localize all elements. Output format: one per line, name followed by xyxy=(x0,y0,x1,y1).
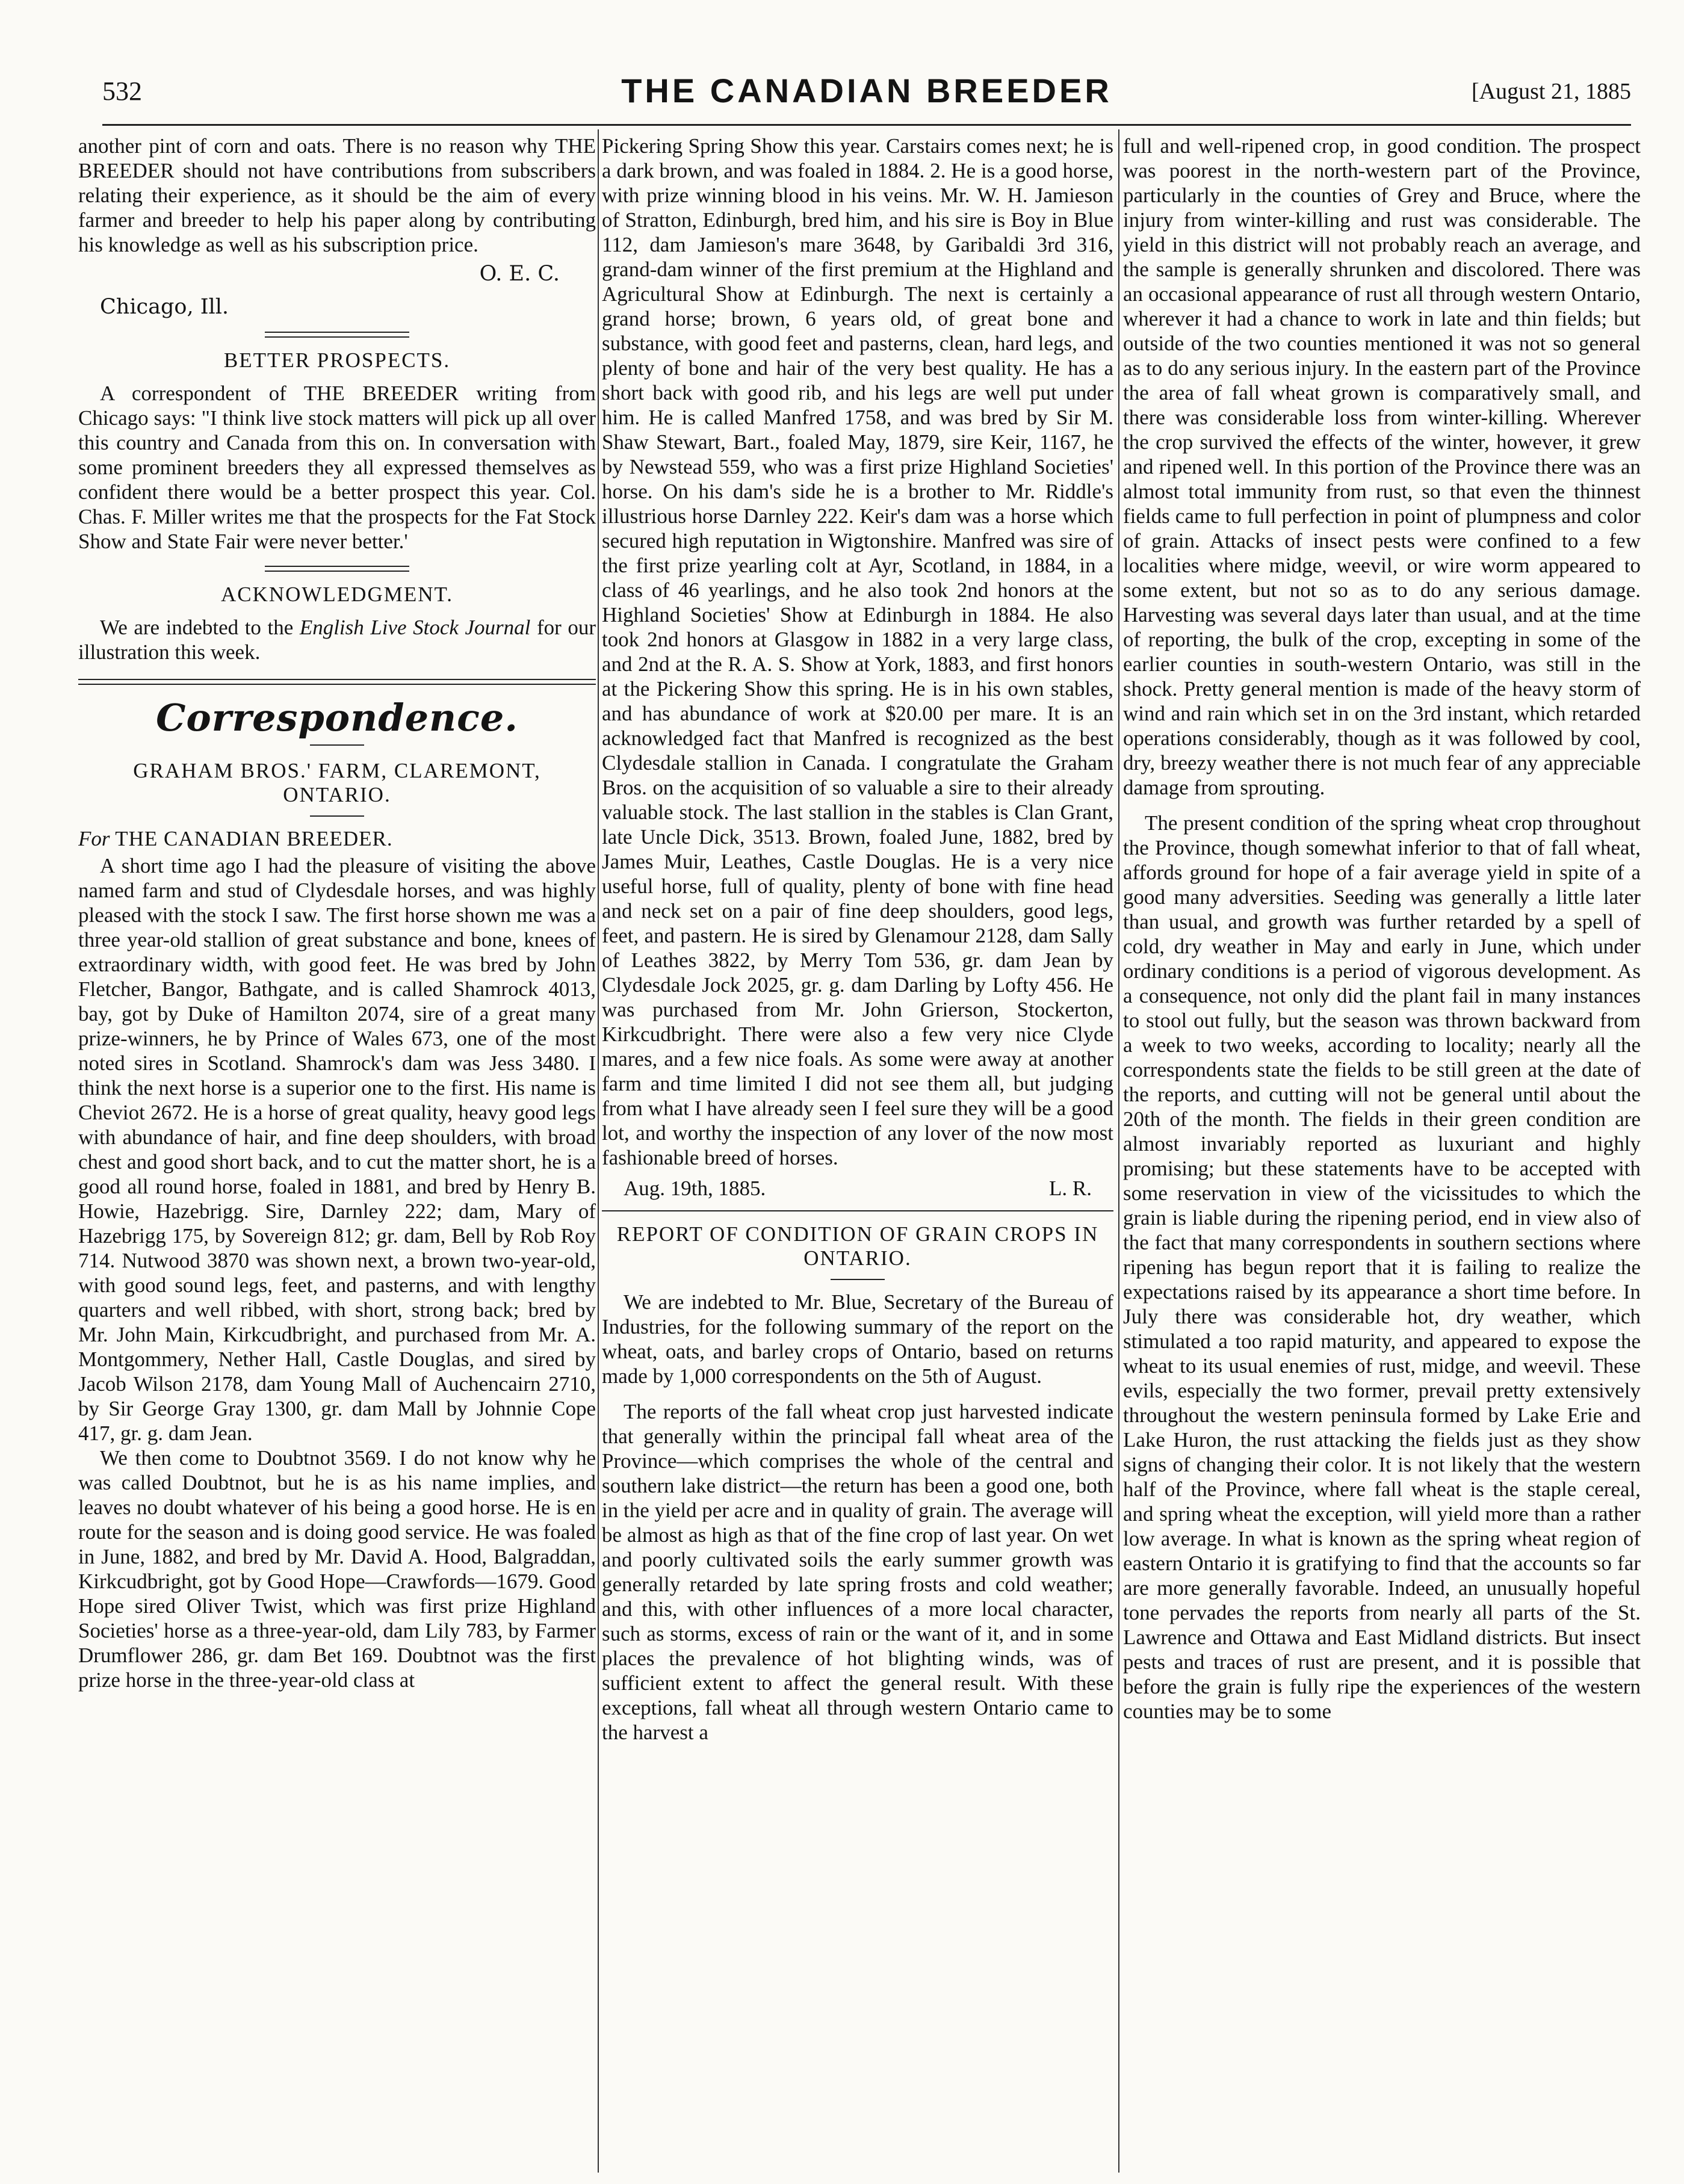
column-2 xyxy=(602,134,1113,2174)
journal-title: THE CANADIAN BREEDER xyxy=(621,72,1112,110)
acknowledgment-body xyxy=(78,615,596,664)
ack-journal-name: English Live Stock Journal xyxy=(299,616,531,639)
graham-paragraph-continued: Pickering Spring Show this year. Carstairs comes next; he is a dark brown, and was foaled in 1884. 2. He is a good horse, with prize winning blood in his veins. Mr. W. H. Jamieson of Stratton, Edinburgh, bred him, and his sire is Boy in Blue 112, dam Jamieson's mare 3648, by Garibaldi 3rd 316, grand-dam winner of the first premium at the Highland and Agricultural Show at Edinburgh. The next is certainly a grand horse; brown, 6 years old, of great bone and substance, with good feet and pasterns, clean, hard legs, and plenty of bone and hair of the very best quality. He has a short back with good rib, and his legs are well put under him. He is called Manfred 1758, and was bred by Sir M. Shaw Stewart, Bart., foaled May, 1879, sire Keir, 1167, he by Newstead 559, who was a first prize Highland Societies' horse. On his dam's side he is a brother to Mr. Riddle's illustrious horse Darnley 222. Keir's dam was a horse which secured high reputation in Wigtonshire. Manfred was sire of the first prize yearling colt at Ayr, Scotland, in 1884, in a class of 46 yearlings, and he also took 2nd honors at the Highland Societies' Show at Edinburgh in 1884. He also took 2nd honors at Glasgow in 1882 in a very large class, and 2nd at the R. A. S. Show at York, 1883, and first honors at the Pickering Show this spring. He is in his own stables, and has abundance of work at $20.00 per mare. It is an acknowledged fact that Manfred is recognized as the best Clydesdale stallion in Canada. I congratulate the Graham Bros. on the acquisition of so valuable a sire to their already valuable stock. The last stallion in the stables is Clan Grant, late Uncle Dick, 3513. Brown, foaled June, 1882, bred by James Muir, Leathes, Castle Douglas. He is a very nice useful horse, full of quality, plenty of bone with fine head and neck set on a pair of fine deep shoulders, good legs, feet, and pastern. He is sired by Glenamour 2128, dam Sally of Leathes 3822, by Merry Tom 536, gr. dam Jean by Clydesdale Jock 2025, gr. g. dam Darling by Lofty 456. He was purchased from Mr. John Grierson, Stockerton, Kirkcudbright. There were also a few very nice Clyde mares, and a few nice foals. As some were away at another farm and time limited I did not see them all, but judging from what I have already seen I feel sure they will be a good lot, and worthy the inspection of any lover of the now most fashionable breed of horses. xyxy=(602,134,1113,1169)
graham-paragraph-1: A short time ago I had the pleasure of visiting the above named farm and stud of Clydesdale horses, and was highly pleased with the stock I saw. The first horse shown me was a three year-old stallion of great substance and bone, knees of extraordinary width, with good feet. He was bred by John Fletcher, Bangor, Bathgate, and is called Shamrock 4013, bay, got by Duke of Hamilton 2074, sire of a great many prize-winners, he by Prince of Wales 673, one of the most noted sires in Scotland. Shamrock's dam was Jess 3480. I think the next horse is a superior one to the first. His name is Cheviot 2672. He is a horse of great quality, heavy good legs with abundance of hair, and fine deep shoulders, with broad chest and good short back, and to cut the matter short, he is a good all round horse, foaled in 1881, and bred by Henry B. Howie, Hazebrigg. Sire, Darnley 222; dam, Mary of Hazebrigg 175, by Sovereign 812; gr. dam, Bell by Rob Roy 714. Nutwood 3870 was shown next, a brown two-year-old, with good sound legs, feet, and pasterns, and with lengthy quarters and well ribbed, with short, strong back; bred by Mr. John Main, Kirkcudbright, and purchased from Mr. A. Montgommery, Nether Hall, Castle Douglas, and sired by Jacob Wilson 2178, dam Young Mall of Auchencairn 2710, by Sir George Gray 1300, gr. dam Mall by Johnnie Cope 417, gr. g. dam Jean. xyxy=(78,854,596,1445)
grain-report-fall-wheat: The reports of the fall wheat crop just harvested indicate that generally within the principal fall wheat area of the Province—which comprises the whole of the central and southern lake district—the return has been a good one, both in the yield per acre and in quality of grain. The average will be almost as high as that of the fine crop of last year. On wet and poorly cultivated soils the early summer growth was generally retarded by late spring frosts and cold weather; and this, with other influences of a more local character, such as storms, excess of rain or the want of it, and in some places the prevalence of hot blighting winds, was of sufficient extent to affect the general result. With these exceptions, fall wheat all through western Ontario came to the harvest a xyxy=(602,1400,1113,1744)
acknowledgment-title: ACKNOWLEDGMENT. xyxy=(220,583,454,606)
masthead xyxy=(102,71,1631,119)
section-rule xyxy=(265,566,409,572)
column-divider xyxy=(1118,129,1119,2173)
grain-report-title: REPORT OF CONDITION OF GRAIN CROPS IN ONTARIO. xyxy=(616,1222,1099,1270)
correspondence-heading: Correspondence. xyxy=(156,696,518,740)
graham-paragraph-2: We then come to Doubtnot 3569. I do not know why he was called Doubtnot, but he is as his name implies, and leaves no doubt whatever of his being a good horse. He is en route for the season and is doing good service. He was foaled in June, 1882, and bred by Mr. David A. Hood, Balgraddan, Kirkcudbright, got by Good Hope—Crawfords—1679. Good Hope sired Oliver Twist, which was first prize Highland Societies' horse as a three-year-old, dam Lily 783, by Farmer Drumflower 286, gr. dam Bet 169. Doubtnot was the first prize horse in the three-year-old class at xyxy=(78,1446,596,1692)
ack-text-post: for our illustration this week. xyxy=(78,616,596,664)
oec-signature: O. E. C. xyxy=(479,262,560,286)
short-rule xyxy=(310,815,364,817)
column-3 xyxy=(1123,134,1641,2174)
letter-dateline xyxy=(602,1176,1113,1201)
letter-date: Aug. 19th, 1885. xyxy=(624,1177,766,1200)
page-number: 532 xyxy=(102,76,142,106)
better-prospects-title: BETTER PROSPECTS. xyxy=(223,348,451,372)
masthead-rule xyxy=(102,124,1631,126)
grain-report-intro: We are indebted to Mr. Blue, Secretary of the Bureau of Industries, for the following summary of the report on the wheat, oats, and barley crops of Ontario, based on returns made by 1,000 correspondents on the 5th of August. xyxy=(602,1290,1113,1388)
short-rule xyxy=(831,1279,885,1280)
for-paper-name: THE CANADIAN BREEDER. xyxy=(115,827,393,850)
oec-letter-ending: another pint of corn and oats. There is no reason why THE BREEDER should not have contributions from subscribers relating their experience, as it should be the aim of every farmer and breeder to help his paper along by contributing his knowledge as well as his subscription price. xyxy=(78,134,596,256)
letter-initials: L. R. xyxy=(1049,1177,1092,1200)
column-divider xyxy=(598,129,599,2173)
section-rule xyxy=(265,332,409,338)
for-word: For xyxy=(78,827,110,850)
section-rule xyxy=(602,1210,1113,1211)
short-rule xyxy=(310,744,364,746)
spring-wheat-paragraph: The present condition of the spring wheat crop throughout the Province, though somewhat inferior to that of fall wheat, affords ground for hope of a fair average yield in spite of a good many adversities. Seeding was generally a little later than usual, and growth was further retarded by a spell of cold, dry weather in May and early in June, which under ordinary conditions is a period of vigorous development. As a consequence, not only did the plant fail in many instances to stool out fully, but the season was thrown backward from a week to two weeks, according to locality; nearly all the correspondents state the fields to be still green at the date of the reports, and cutting will not be general until about the 20th of the month. The fields in their green condition are almost invariably reported as luxuriant and highly promising; but these statements have to be accepted with some reservation in view of the vicissitudes to which the grain is liable during the ripening period, end in view also of the fact that many correspondents in southern sections where ripening has begun report that it is failing to realize the expectations raised by its appearance a short time before. In July there was considerable hot, dry weather, which stimulated a too rapid maturity, and appeared to expose the wheat to its usual enemies of rust, midge, and weevil. These evils, especially the two former, prevail pretty extensively throughout the western peninsula formed by Lake Erie and Lake Huron, the rust attacking the fields just as they show signs of changing their color. It is not likely that the western half of the Province, where fall wheat is the staple cereal, and spring wheat the exception, will yield more than a rather low average. In what is known as the spring wheat region of eastern Ontario it is gratifying to find that the accounts so far are more generally favorable. Indeed, an unusually hopeful tone pervades the reports from nearly all parts of the St. Lawrence and Ottawa and East Midland districts. But insect pests and traces of rust are present, and it is possible that before the grain is fully ripe the experiences of the western counties may be to some xyxy=(1123,811,1641,1723)
issue-date: [August 21, 1885 xyxy=(1472,79,1631,104)
graham-farm-title: GRAHAM BROS.' FARM, CLAREMONT, ONTARIO. xyxy=(133,759,541,806)
oec-place: Chicago, Ill. xyxy=(100,295,229,319)
section-rule xyxy=(78,679,596,685)
for-line xyxy=(78,826,596,851)
column-1 xyxy=(78,134,596,2174)
fall-wheat-continued: full and well-ripened crop, in good condition. The prospect was poorest in the north-western part of the Province, particularly in the counties of Grey and Bruce, where the injury from winter-killing and rust was considerable. The yield in this district will not probably reach an average, and the sample is generally shrunken and discolored. There was an occasional appearance of rust all through western Ontario, wherever it had a chance to work in late and thin fields; but outside of the two counties mentioned it was not so general as to do any serious injury. In the eastern part of the Province the area of fall wheat grown is comparatively small, and there was considerable loss from winter-killing. Wherever the crop survived the effects of the winter, however, it grew and ripened well. In this portion of the Province there was an almost total immunity from rust, so that even the thinnest fields came to full perfection in point of plumpness and color of grain. Attacks of insect pests were confined to a few localities where midge, weevil, or wire worm appeared to some extent, but not so as to do any serious damage. Harvesting was several days later than usual, and at the time of reporting, the bulk of the crop, excepting in some of the earlier counties in south-western Ontario, was still in the shock. Pretty general mention is made of the heavy storm of wind and rain which set in on the 3rd instant, which retarded operations considerably, though as it was followed by cool, dry, breezy weather there is not much fear of any appreciable damage from sprouting. xyxy=(1123,134,1641,799)
ack-text-pre: We are indebted to the xyxy=(100,616,300,639)
better-prospects-body: A correspondent of THE BREEDER writing from Chicago says: "I think live stock matters will pick up all over this country and Canada from this on. In conversation with some prominent breeders they all expressed themselves as confident there would be a better prospect this year. Col. Chas. F. Miller writes me that the prospects for the Fat Stock Show and State Fair were never better.' xyxy=(78,382,596,553)
